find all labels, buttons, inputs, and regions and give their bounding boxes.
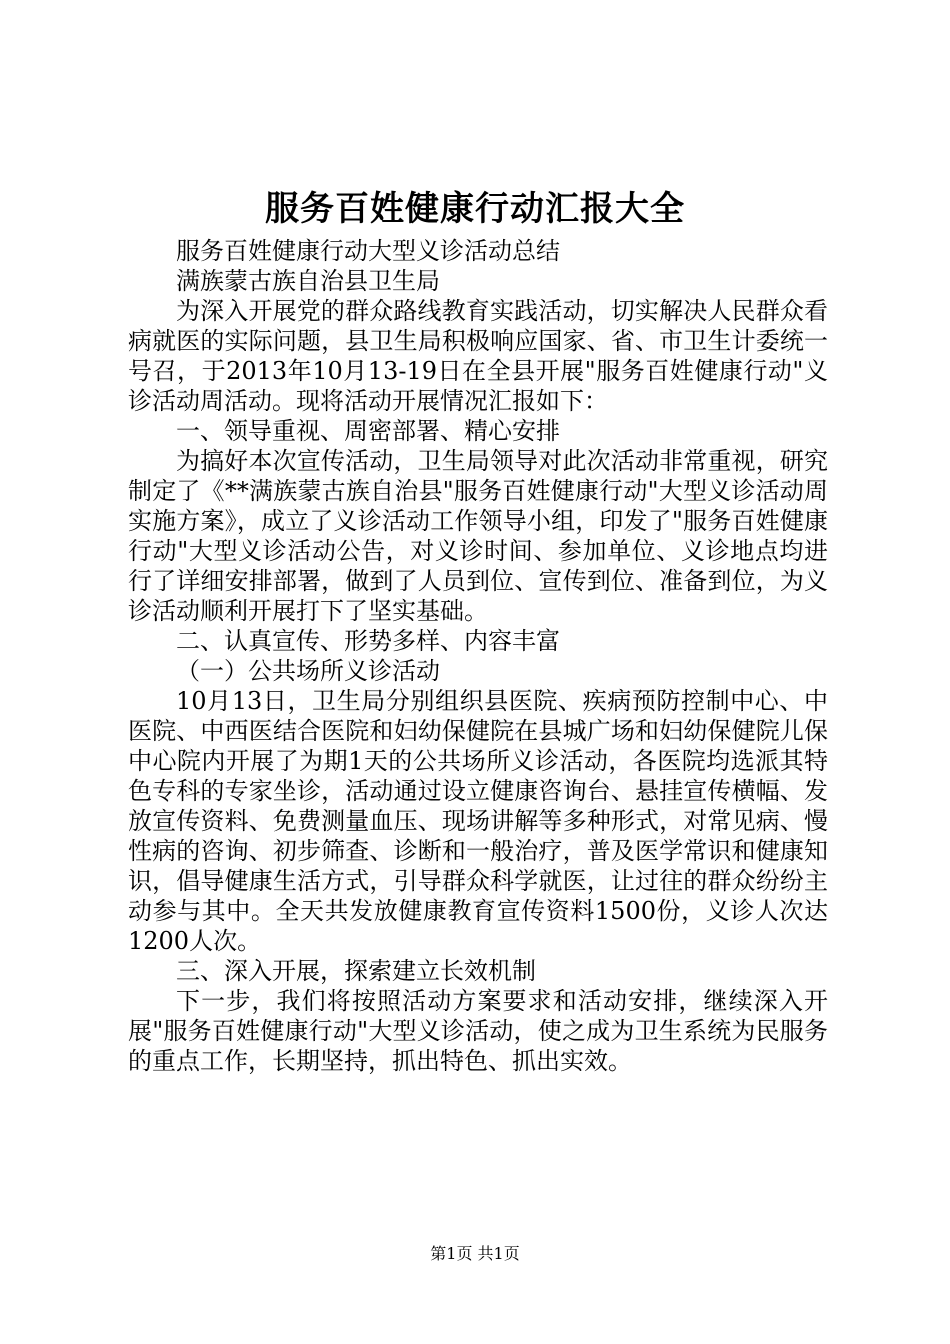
subtitle-paragraph: 服务百姓健康行动大型义诊活动总结 <box>176 237 560 265</box>
document-title: 服务百姓健康行动汇报大全 <box>265 189 685 229</box>
body-paragraph-3: 下一步，我们将按照活动方案要求和活动安排，继续深入开展"服务百姓健康行动"大型义诊活动，使之成为卫生系统为民服务的重点工作，长期坚持，抓出特色、抓出实效。 <box>128 987 828 1075</box>
section-heading-3: 三、深入开展，探索建立长效机制 <box>176 957 536 985</box>
body-paragraph-2: 10月13日，卫生局分别组织县医院、疾病预防控制中心、中医院、中西医结合医院和妇幼保健院在县城广场和妇幼保健院儿保中心院内开展了为期1天的公共场所义诊活动，各医院均选派其特色专科的专家坐诊，活动通过设立健康咨询台、悬挂宣传横幅、发放宣传资料、免费测量血压、现场讲解等多种形式，对常见病、慢性病的咨询、初步筛查、诊断和一般治疗，普及医学常识和健康知识，倡导健康生活方式，引导群众科学就医，让过往的群众纷纷主动参与其中。全天共发放健康教育宣传资料1500份，义诊人次达1200人次。 <box>128 687 828 955</box>
issuer-paragraph: 满族蒙古族自治县卫生局 <box>176 267 440 295</box>
subsection-heading: （一）公共场所义诊活动 <box>176 657 440 685</box>
section-heading-1: 一、领导重视、周密部署、精心安排 <box>176 417 560 445</box>
page-footer: 第1页 共1页 <box>430 1244 520 1263</box>
intro-paragraph: 为深入开展党的群众路线教育实践活动，切实解决人民群众看病就医的实际问题，县卫生局积极响应国家、省、市卫生计委统一号召，于2013年10月13-19日在全县开展"服务百姓健康行动"义诊活动周活动。现将活动开展情况汇报如下： <box>128 297 828 415</box>
body-paragraph-1: 为搞好本次宣传活动，卫生局领导对此次活动非常重视，研究制定了《**满族蒙古族自治县"服务百姓健康行动"大型义诊活动周实施方案》，成立了义诊活动工作领导小组，印发了"服务百姓健康行动"大型义诊活动公告，对义诊时间、参加单位、义诊地点均进行了详细安排部署，做到了人员到位、宣传到位、准备到位，为义诊活动顺利开展打下了坚实基础。 <box>128 447 828 625</box>
document-body <box>128 236 828 1076</box>
section-heading-2: 二、认真宣传、形势多样、内容丰富 <box>176 627 560 655</box>
